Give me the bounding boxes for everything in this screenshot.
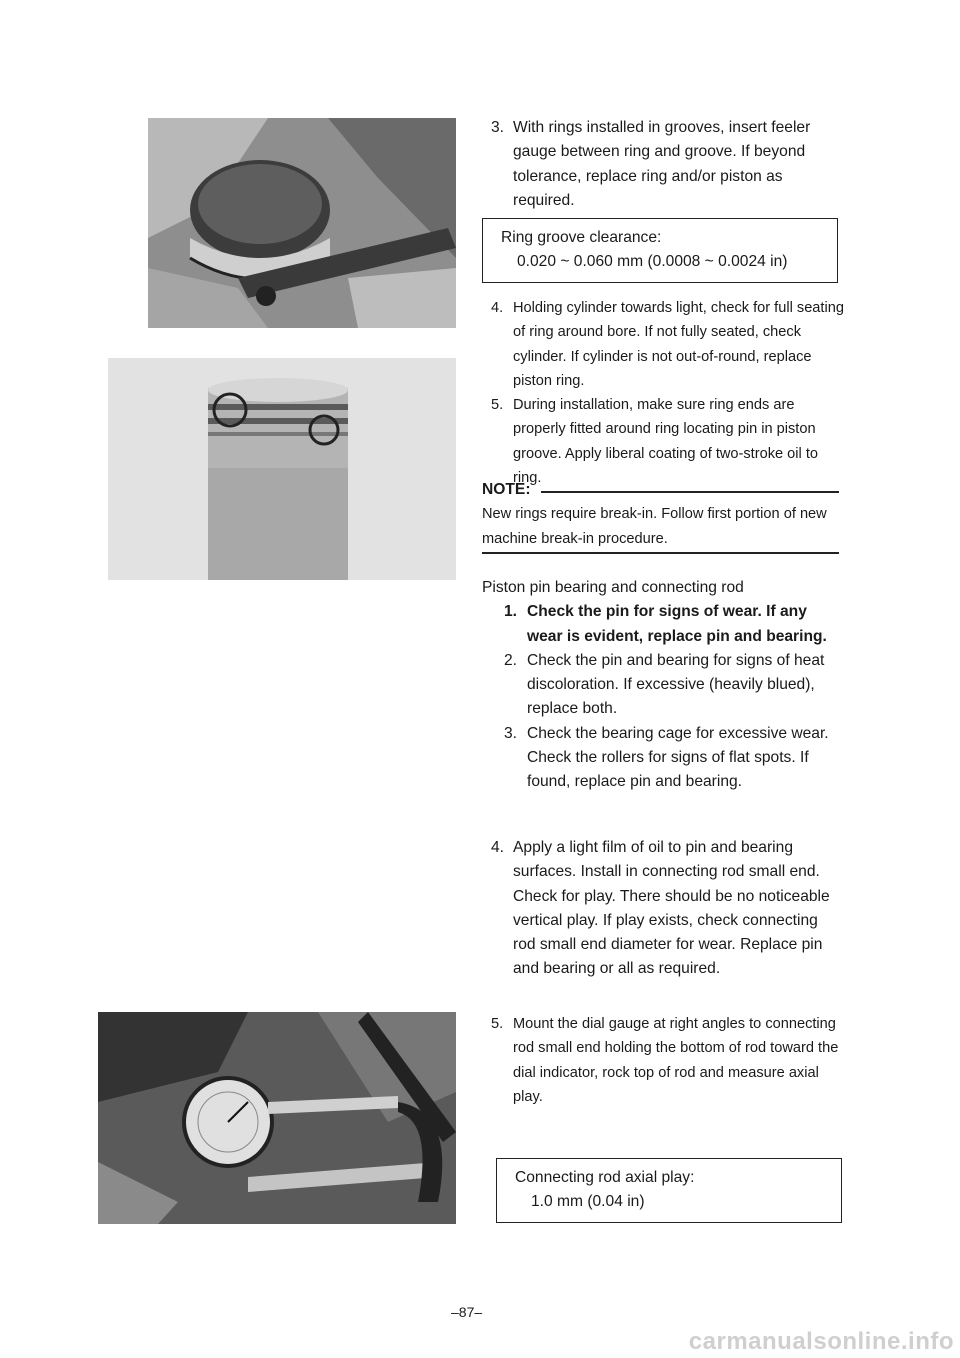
note-rule-top bbox=[541, 491, 839, 493]
item-number: 2. bbox=[504, 651, 518, 669]
item-text: Mount the dial gauge at right angles to connecting rod small end holding the bottom of rod toward the dial indicator, rock top of rod and measure axial play. bbox=[513, 1016, 839, 1105]
note-label: NOTE: bbox=[482, 481, 531, 498]
list-item bbox=[484, 393, 844, 490]
item-text: Check the bearing cage for excessive wear. Check the rollers for signs of flat spots. If found, replace pin and bearing. bbox=[527, 724, 829, 791]
item-text: Check the pin and bearing for signs of heat discoloration. If excessive (heavily blued), replace both. bbox=[527, 651, 825, 718]
item-text: Apply a light film of oil to pin and bearing surfaces. Install in connecting rod small end. Check for play. There should be no noticeable vertical play. If play exists, check connecting rod small end diameter for wear. Replace pin and bearing or all as required. bbox=[513, 839, 830, 978]
note-text: New rings require break-in. Follow first portion of new machine break-in procedure. bbox=[482, 506, 827, 547]
item-number: 3. bbox=[504, 724, 518, 742]
item-text: Check the pin for signs of wear. If any wear is evident, replace pin and bearing. bbox=[527, 603, 827, 645]
section-pin-item4 bbox=[484, 836, 842, 982]
item-number: 5. bbox=[491, 397, 504, 414]
list-item bbox=[482, 600, 844, 649]
item-text: With rings installed in grooves, insert feeler gauge between ring and groove. If beyond tolerance, replace ring and/or piston as required. bbox=[513, 119, 811, 209]
list-item bbox=[484, 836, 842, 982]
dial-gauge-photo bbox=[98, 1012, 456, 1224]
spec-value: 0.020 ~ 0.060 mm (0.0008 ~ 0.0024 in) bbox=[517, 253, 788, 270]
item-number: 4. bbox=[491, 300, 504, 316]
item-number: 5. bbox=[491, 1016, 504, 1032]
list-item bbox=[484, 116, 844, 213]
list-item bbox=[482, 649, 844, 722]
item-number: 1. bbox=[504, 603, 518, 621]
section-top bbox=[484, 116, 844, 213]
section-heading: Piston pin bearing and connecting rod bbox=[482, 579, 744, 596]
note-rule-bottom bbox=[482, 552, 839, 554]
page-number: –87– bbox=[451, 1304, 483, 1320]
piston-feeler-gauge-photo bbox=[148, 118, 456, 328]
list-item bbox=[484, 296, 844, 393]
spec-box-axial-play bbox=[496, 1158, 842, 1223]
list-item bbox=[484, 1012, 842, 1109]
section-top-items bbox=[484, 296, 844, 490]
piston-ring-locating-pin-photo bbox=[108, 358, 456, 580]
watermark: carmanualsonline.info bbox=[688, 1328, 954, 1355]
item-text: During installation, make sure ring ends are properly fitted around ring locating pin in piston groove. Apply liberal coating of two-stroke oil to ring. bbox=[513, 397, 819, 487]
item-number: 3. bbox=[491, 119, 505, 136]
item-text: Holding cylinder towards light, check for full seating of ring around bore. If not fully seated, check cylinder. If cylinder is not out-of-round, replace piston ring. bbox=[513, 300, 844, 389]
section-pin-item5 bbox=[484, 1012, 842, 1109]
spec-label: Ring groove clearance: bbox=[501, 229, 662, 246]
spec-value: 1.0 mm (0.04 in) bbox=[531, 1193, 645, 1210]
list-item bbox=[482, 722, 844, 795]
note-block bbox=[482, 478, 842, 551]
section-pin bbox=[482, 576, 844, 795]
spec-label: Connecting rod axial play: bbox=[515, 1169, 695, 1186]
spec-box-ring-groove bbox=[482, 218, 838, 283]
item-number: 4. bbox=[491, 839, 505, 856]
